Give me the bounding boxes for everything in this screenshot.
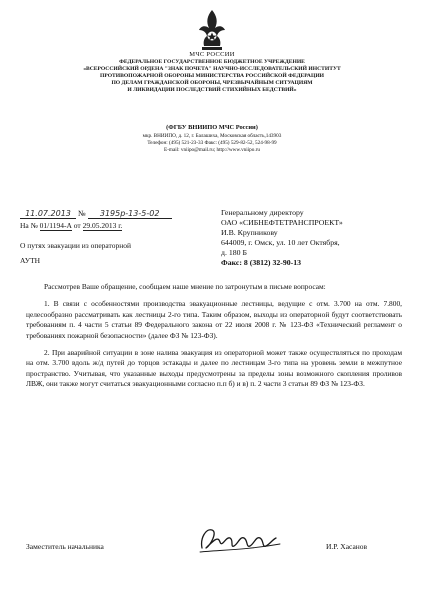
outgoing-date: 11.07.2013 bbox=[20, 209, 76, 219]
outgoing-number-label: № bbox=[78, 209, 86, 218]
signatory-position: Заместитель начальника bbox=[26, 542, 104, 551]
reply-reference bbox=[20, 221, 220, 231]
addressee-block bbox=[221, 208, 421, 268]
body-paragraph: 2. При аварийной ситуации в зоне налива эвакуация из операторной может также осуществляться по проходам на отм. 3.700 вдоль ж/д путей до торцов эстакады и далее по лестницам 3-го типа на уровень земли в межпутное пространство. Учитывая, что указанные выходы предусмотрены за пределы зоны возможного скопления проливов ЛВЖ, они также могут считаться эвакуационными согласно п.п б) и в) п. 2 части 3 статьи 89 ФЗ № 123-ФЗ. bbox=[26, 348, 402, 389]
handwritten-signature bbox=[196, 522, 286, 556]
body-paragraph: 1. В связи с особенностями производства эвакуационные лестницы, ведущие с отм. 3.700 на отм. 7.800, целесообразно рассматривать как лестницы 2-го типа. Таким образом, выходы из операторной будут соответствовать требованиям п. 4 части 5 статьи 89 Федерального закона от 22 июля 2008 г. № 123-ФЗ «Технический регламент о требованиях пожарной безопасности» (далее ФЗ № 123-ФЗ). bbox=[26, 299, 402, 340]
signatory-name: И.Р. Хасанов bbox=[326, 542, 368, 551]
institution-address: мкр. ВНИИПО, д. 12, г. Балашиха, Московская область,143903 bbox=[142, 133, 282, 139]
letter-body bbox=[26, 282, 402, 390]
institution-name bbox=[20, 59, 404, 94]
institution-line: И ЛИКВИДАЦИИ ПОСЛЕДСТВИЙ СТИХИЙНЫХ БЕДСТВИЙ» bbox=[127, 86, 297, 93]
institution-line: ПРОТИВОПОЖАРНОЙ ОБОРОНЫ МИНИСТЕРСТВА РОССИЙСКОЙ ФЕДЕРАЦИИ bbox=[99, 72, 325, 79]
institution-phones: Телефон: (495) 521-23-33 Факс: (495) 529-82-52, 524-98-99 bbox=[147, 139, 277, 146]
reply-from: от bbox=[73, 221, 81, 230]
addressee-address: 644009, г. Омск, ул. 10 лет Октября, bbox=[221, 238, 340, 247]
institution-line: ПО ДЕЛАМ ГРАЖДАНСКОЙ ОБОРОНЫ, ЧРЕЗВЫЧАЙНЫМ СИТУАЦИЯМ bbox=[111, 79, 313, 86]
subject-line: О путях эвакуации из операторной bbox=[20, 241, 132, 250]
reply-date: 29.05.2013 г. bbox=[82, 221, 123, 230]
institution-line: ФЕДЕРАЛЬНОЕ ГОСУДАРСТВЕННОЕ БЮДЖЕТНОЕ УЧРЕЖДЕНИЕ bbox=[119, 59, 305, 65]
institution-web: E-mail: vniipo@mail.ru; http://www.vniipo.ru bbox=[164, 146, 260, 153]
reply-number: 01/1194-А bbox=[39, 221, 72, 230]
outgoing-reference bbox=[20, 209, 220, 219]
letter-subject bbox=[20, 238, 140, 268]
addressee-position: Генеральному директору bbox=[221, 208, 304, 217]
addressee-company: ОАО «СИБНЕФТЕТРАНСПРОЕКТ» bbox=[221, 218, 343, 227]
institution-line: «ВСЕРОССИЙСКИЙ ОРДЕНА "ЗНАК ПОЧЕТА" НАУЧНО-ИССЛЕДОВАТЕЛЬСКИЙ ИНСТИТУТ bbox=[83, 65, 341, 72]
addressee-address: д. 180 Б bbox=[221, 248, 247, 257]
addressee-fax: Факс: 8 (3812) 32-90-13 bbox=[221, 258, 302, 267]
subject-line: АУТН bbox=[20, 256, 41, 265]
ministry-name: МЧС РОССИИ bbox=[189, 51, 235, 58]
body-paragraph: Рассмотрев Ваше обращение, сообщаем наше мнение по затронутым в письме вопросам: bbox=[44, 282, 326, 291]
outgoing-number: 3195р-13-5-02 bbox=[88, 209, 172, 219]
reply-prefix: На № bbox=[20, 221, 38, 230]
institution-abbreviation: (ФГБУ ВНИИПО МЧС России) bbox=[166, 124, 258, 131]
contact-info bbox=[82, 133, 342, 154]
emblem-icon bbox=[194, 8, 230, 52]
addressee-person: И.В. Крупникову bbox=[221, 228, 278, 237]
